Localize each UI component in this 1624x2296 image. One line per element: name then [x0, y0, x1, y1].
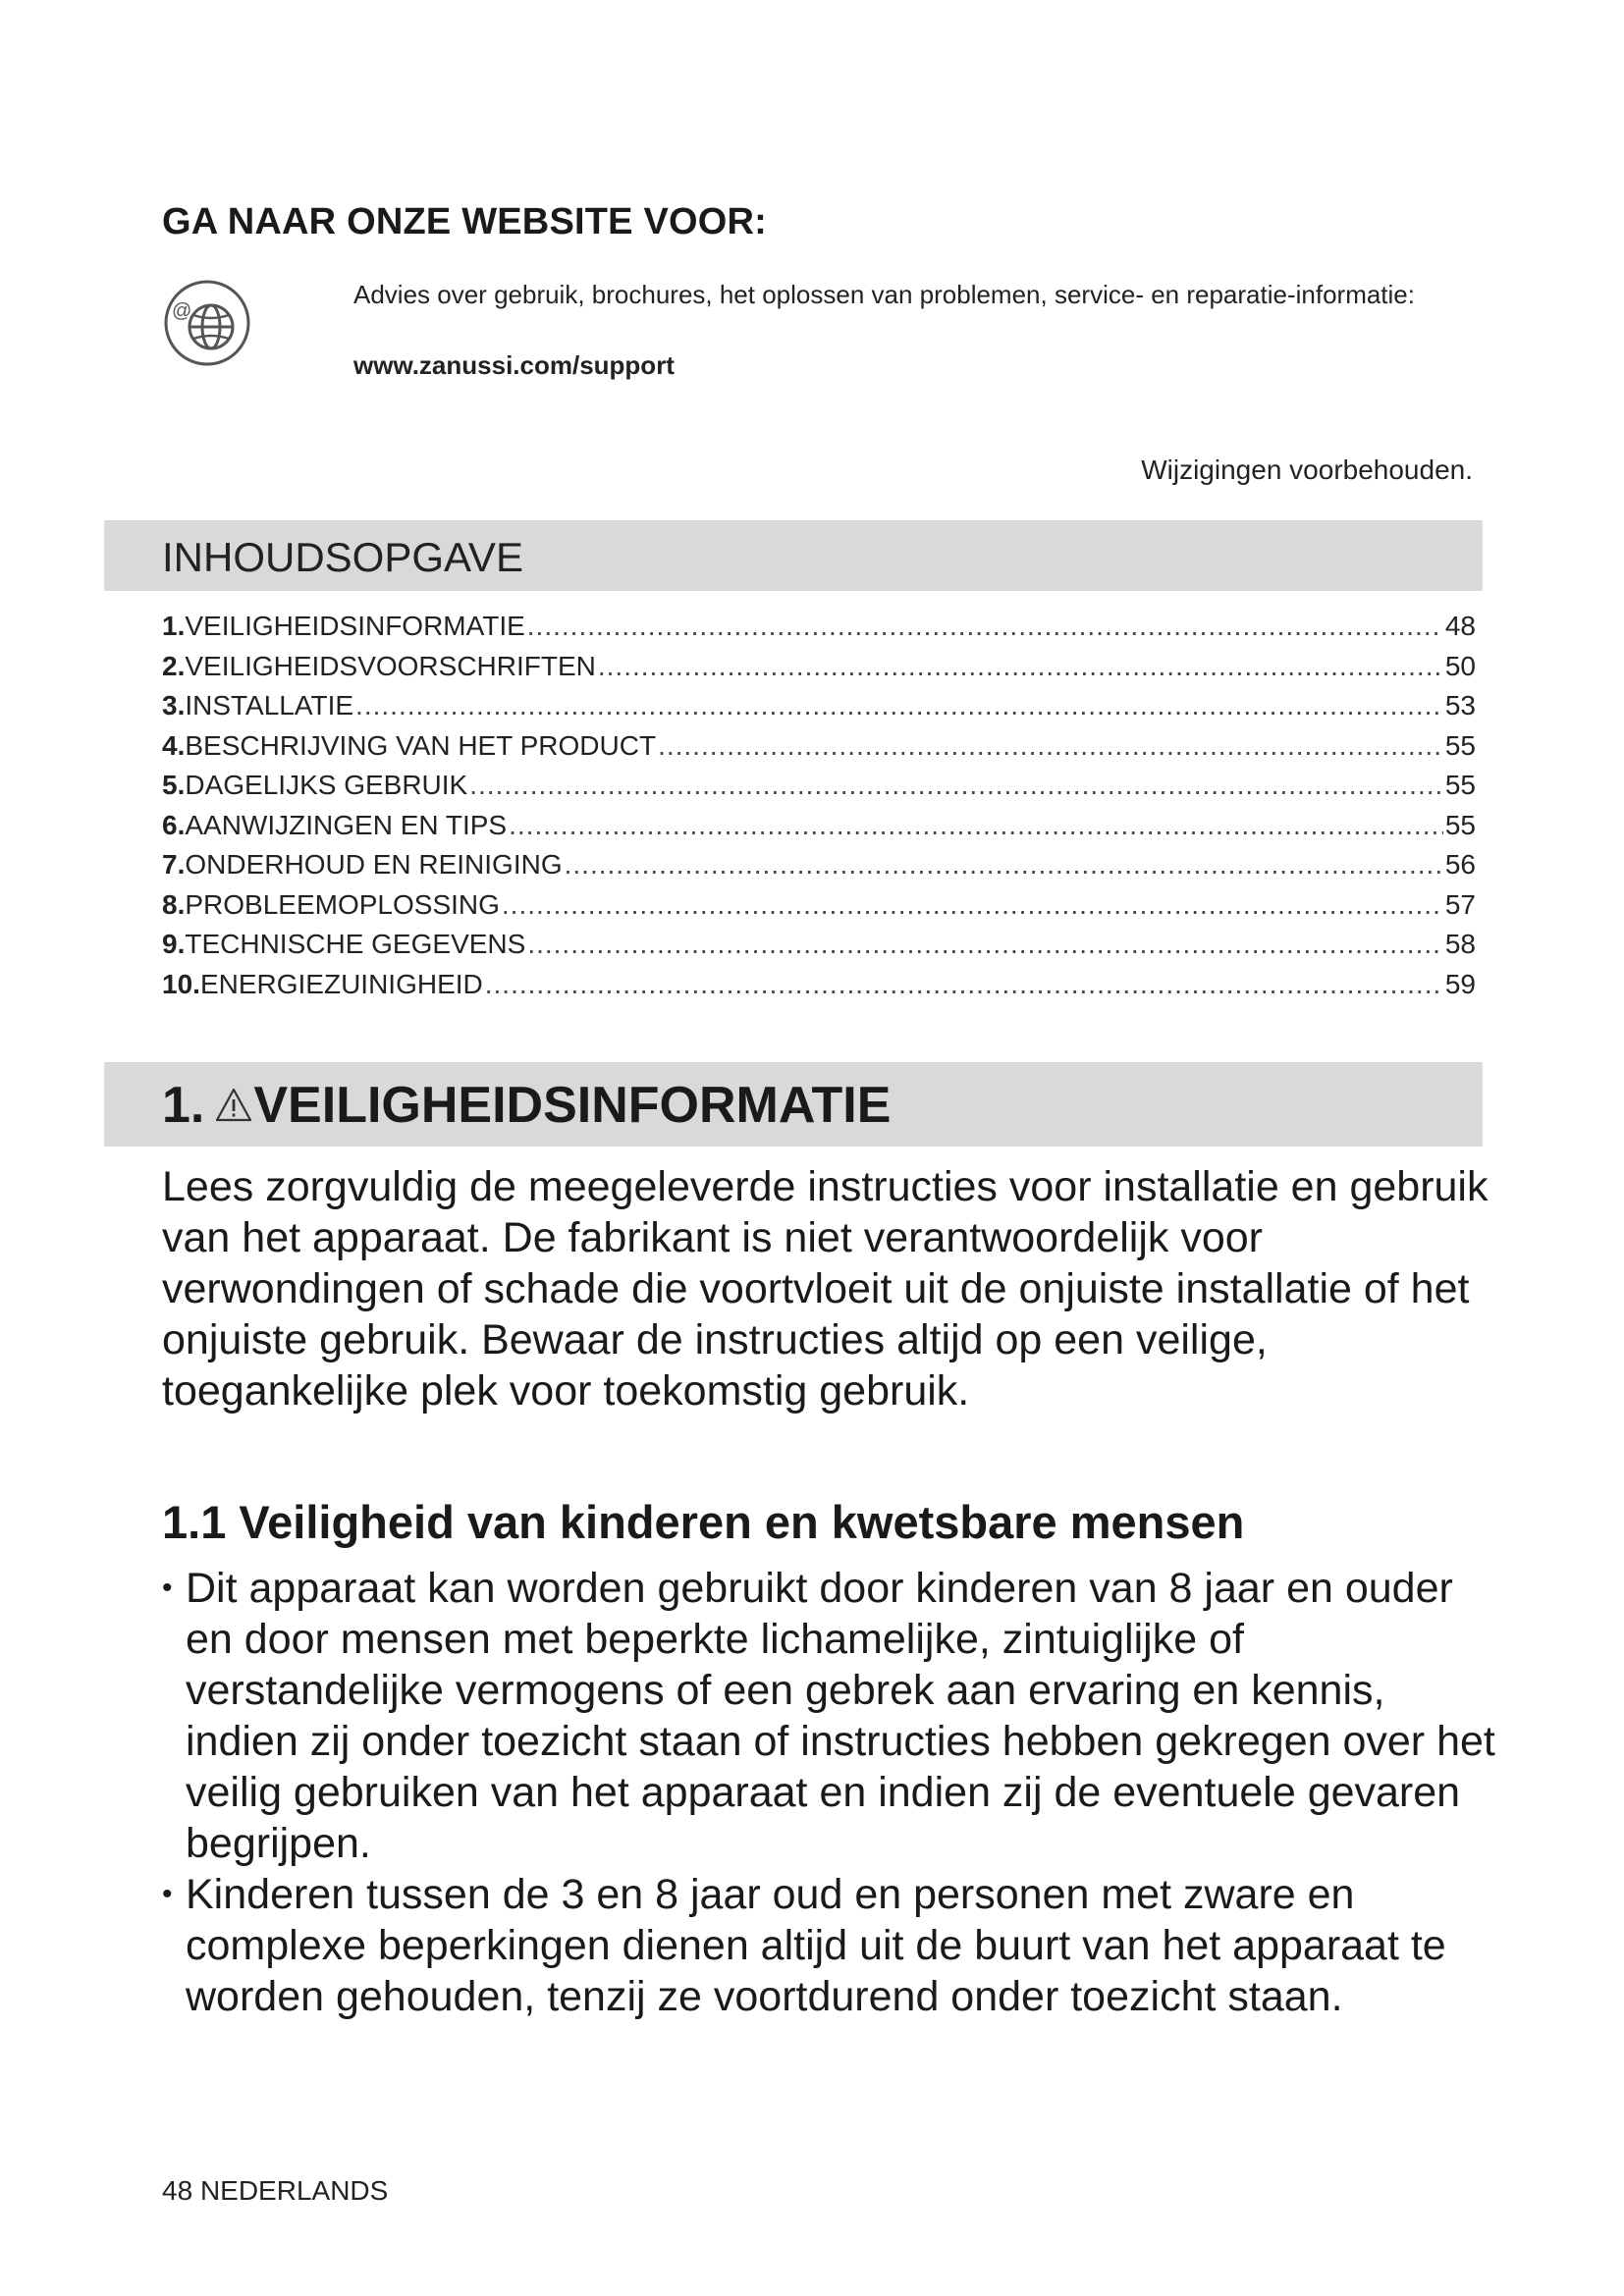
toc-leader-dots: [509, 810, 1443, 841]
toc-item-label: BESCHRIJVING VAN HET PRODUCT: [185, 729, 657, 761]
toc-item[interactable]: [162, 730, 1476, 771]
toc-item-page: 55: [1444, 770, 1476, 800]
toc-item-number: 10.: [162, 968, 200, 999]
list-item-text: Dit apparaat kan worden gebruikt door kinderen van 8 jaar en ouder en door mensen met beperkte lichamelijke, zintuiglijke of verstandelijke vermogens of een gebrek aan ervaring en kennis, indien zij onder toezicht staan of instructies hebben gekregen over het veilig gebruiken van het apparaat en indien zij de eventuele gevaren begrijpen.: [186, 1565, 1495, 1867]
toc-leader-dots: [527, 929, 1443, 960]
toc-item[interactable]: [162, 929, 1476, 969]
bullet-marker: •: [162, 1878, 173, 1910]
toc-item-number: 4.: [162, 729, 186, 761]
toc-item-number: 3.: [162, 690, 186, 721]
toc-item-label: ONDERHOUD EN REINIGING: [185, 849, 563, 880]
bullet-marker: •: [162, 1572, 173, 1604]
toc-item[interactable]: [162, 651, 1476, 691]
toc-leader-dots: [485, 969, 1443, 1000]
toc-leader-dots: [658, 730, 1443, 762]
toc-item-page: 48: [1444, 611, 1476, 641]
toc-item-page: 55: [1444, 809, 1476, 840]
toc-item-number: 1.: [162, 611, 186, 641]
toc-item-number: 6.: [162, 809, 186, 840]
toc-item-page: 58: [1444, 929, 1476, 959]
toc-item-label: AANWIJZINGEN EN TIPS: [185, 809, 508, 840]
website-heading: GA NAAR ONZE WEBSITE VOOR:: [162, 201, 768, 242]
list-item-text: Kinderen tussen de 3 en 8 jaar oud en personen met zware en complexe beperkingen dienen altijd uit de buurt van het apparaat te worden gehouden, tenzij ze voortdurend onder toezicht staan.: [186, 1871, 1446, 2020]
toc-item-number: 7.: [162, 849, 186, 880]
intro-paragraph: Lees zorgvuldig de meegeleverde instructies voor installatie en gebruik van het apparaat. De fabrikant is niet verantwoordelijk voor verwondingen of schade die voortvloeit uit de onjuiste installatie of het onjuiste gebruik. Bewaar de instructies altijd op een veilige, toegankelijke plek voor toekomstig gebruik.: [162, 1163, 1489, 1415]
bullet-list: [162, 1563, 1497, 2022]
section-title: [162, 1076, 891, 1135]
toc-item[interactable]: [162, 770, 1476, 810]
toc-item[interactable]: [162, 889, 1476, 930]
toc-item[interactable]: [162, 611, 1476, 651]
toc-leader-dots: [565, 849, 1443, 881]
toc-item-number: 8.: [162, 888, 186, 920]
toc-title: INHOUDSOPGAVE: [162, 534, 523, 580]
list-item: [162, 1563, 1497, 1869]
svg-text:@: @: [172, 300, 192, 322]
toc-item-page: 57: [1444, 888, 1476, 920]
section-number: 1.: [162, 1077, 205, 1134]
website-description: Advies over gebruik, brochures, het oplossen van problemen, service- en reparatie-informatie:: [353, 280, 1415, 309]
toc-item-page: 56: [1444, 849, 1476, 880]
toc-item-number: 5.: [162, 770, 186, 800]
toc-item-label: INSTALLATIE: [185, 690, 354, 721]
globe-icon: [162, 278, 252, 368]
list-item: [162, 1869, 1497, 2022]
toc-item-label: PROBLEEMOPLOSSING: [185, 888, 500, 920]
website-url-link[interactable]: www.zanussi.com/support: [353, 350, 675, 380]
toc-item[interactable]: [162, 969, 1476, 1009]
toc-item-page: 53: [1444, 690, 1476, 721]
toc-item[interactable]: [162, 810, 1476, 850]
toc-item-page: 50: [1444, 650, 1476, 681]
toc-item-label: ENERGIEZUINIGHEID: [199, 968, 483, 999]
toc-item-label: DAGELIJKS GEBRUIK: [185, 770, 468, 800]
toc-item-page: 59: [1444, 968, 1476, 999]
toc-leader-dots: [527, 611, 1443, 642]
footer-language: NEDERLANDS: [199, 2175, 389, 2206]
footer-page-number: 48: [162, 2175, 193, 2206]
toc-leader-dots: [502, 889, 1443, 921]
toc-leader-dots: [355, 690, 1443, 721]
page-footer: [162, 2175, 388, 2207]
section-title-text: VEILIGHEIDSINFORMATIE: [253, 1077, 892, 1134]
toc-item-label: VEILIGHEIDSVOORSCHRIFTEN: [185, 650, 596, 681]
toc-item-number: 9.: [162, 929, 186, 959]
toc-leader-dots: [598, 651, 1443, 682]
toc-item-label: VEILIGHEIDSINFORMATIE: [185, 611, 525, 641]
toc-item[interactable]: [162, 849, 1476, 889]
toc-item-page: 55: [1444, 729, 1476, 761]
warning-icon: [214, 1086, 253, 1125]
changes-note: Wijzigingen voorbehouden.: [1141, 454, 1473, 485]
table-of-contents: [162, 611, 1476, 1008]
toc-item-number: 2.: [162, 650, 186, 681]
toc-item[interactable]: [162, 690, 1476, 730]
toc-item-label: TECHNISCHE GEGEVENS: [185, 929, 526, 959]
toc-leader-dots: [469, 770, 1443, 801]
subsection-title: 1.1 Veiligheid van kinderen en kwetsbare mensen: [162, 1496, 1245, 1548]
